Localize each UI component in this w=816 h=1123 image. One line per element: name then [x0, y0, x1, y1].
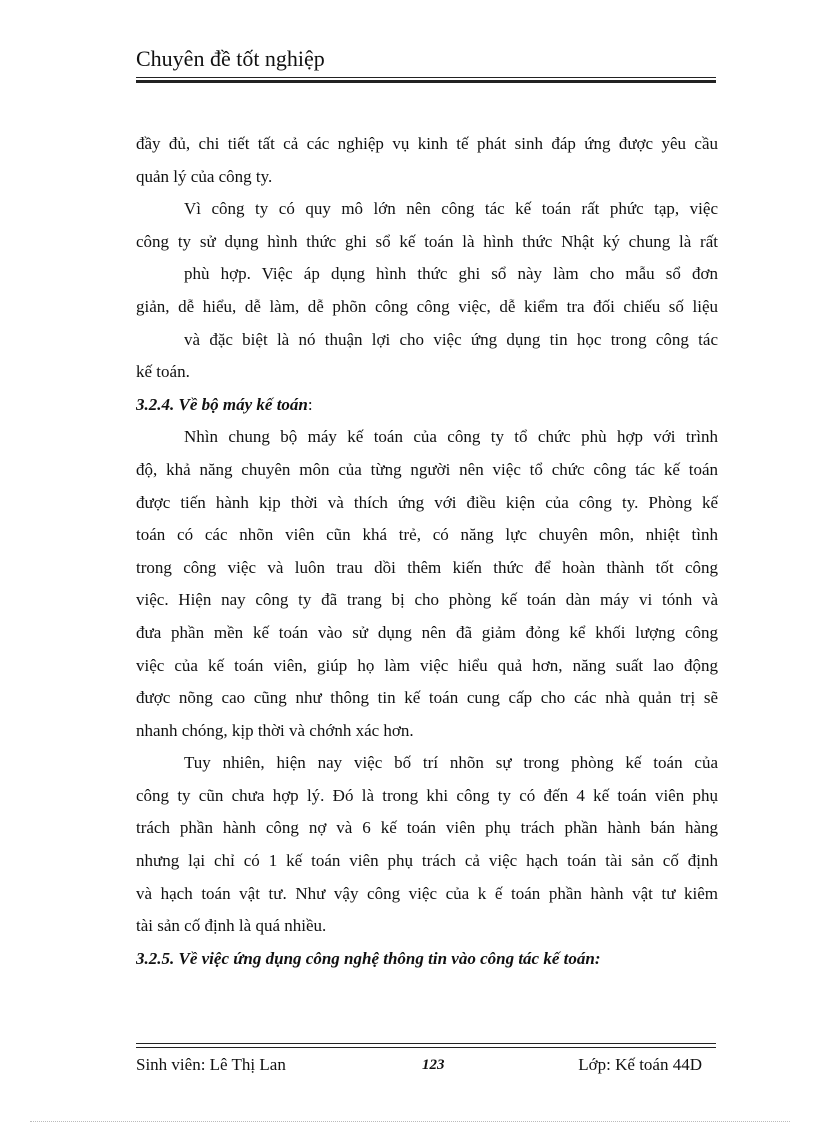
page-number: 123: [422, 1057, 445, 1073]
document-title: Chuyên đề tốt nghiệp: [136, 46, 325, 71]
text-line: trách phần hành công nợ và 6 kế toán viên phụ trách phần hành bán hàng: [136, 818, 718, 838]
text-line: được nõng cao cũng như thông tin kế toán cung cấp cho các nhà quản trị sẽ: [136, 688, 718, 708]
heading-text: 3.2.4. Về bộ máy kế toán: [136, 394, 308, 414]
text-line: đưa phần mền kế toán vào sử dụng nên đã giảm đỏng kể khối lượng công: [136, 622, 718, 642]
text-line: nhanh chóng, kịp thời và chớnh xác hơn.: [136, 720, 414, 740]
text-line: công ty sử dụng hình thức ghi sổ kế toán là hình thức Nhật ký chung là rất: [136, 231, 718, 251]
text-line: việc. Hiện nay công ty đã trang bị cho phòng kế toán dàn máy vi tónh và: [136, 590, 718, 610]
text-line: phù hợp. Việc áp dụng hình thức ghi sổ này làm cho mẫu sổ đơn: [184, 264, 718, 284]
text-line: tài sản cố định là quá nhiều.: [136, 916, 327, 936]
text-line: nhưng lại chỉ có 1 kế toán viên phụ trách cả việc hạch toán tài sản cố định: [136, 851, 718, 871]
paragraph-4: [136, 747, 718, 943]
paragraph-1: [136, 128, 718, 193]
student-name: Sinh viên: Lê Thị Lan: [136, 1055, 286, 1074]
header-rule-thin: [136, 77, 716, 78]
text-line: việc của kế toán viên, giúp họ làm việc hiểu quả hơn, năng suất lao động: [136, 655, 718, 675]
footer-rule-thin-top: [136, 1043, 716, 1044]
text-line: và đặc biệt là nó thuận lợi cho việc ứng dụng tin học trong công tác: [184, 329, 718, 349]
text-line: được tiến hành kịp thời và thích ứng với điều kiện của công ty. Phòng kế: [136, 492, 718, 512]
class-label: Lớp: Kế toán 44D: [578, 1055, 702, 1074]
heading-colon: :: [307, 394, 313, 414]
paragraph-3: [136, 421, 718, 747]
text-line: giản, dễ hiểu, dễ làm, dễ phõn công công việc, dễ kiểm tra đối chiếu số liệu: [136, 296, 718, 316]
text-line: trong công việc và luôn trau dồi thêm kiến thức để hoàn thành tốt công: [136, 557, 718, 577]
text-line: đầy đủ, chi tiết tất cả các nghiệp vụ kinh tế phát sinh đáp ứng được yêu cầu: [136, 134, 718, 153]
text-line: toán có các nhõn viên cũn khá trẻ, có năng lực chuyên môn, nhiệt tình: [136, 525, 718, 545]
header-rule-thick: [136, 80, 716, 83]
text-line: kế toán.: [136, 362, 190, 382]
section-heading-3-2-5: 3.2.5. Về việc ứng dụng công nghệ thông tin vào công tác kế toán:: [136, 948, 601, 968]
text-line: công ty cũn chưa hợp lý. Đó là trong khi công ty có đến 4 kế toán viên phụ: [136, 785, 718, 805]
section-heading-3-2-4: [136, 389, 718, 422]
document-body: [136, 128, 718, 975]
page-edge-divider: [30, 1121, 790, 1122]
paragraph-2: [136, 193, 718, 389]
text-line: Nhìn chung bộ máy kế toán của công ty tổ chức phù hợp với trình: [184, 427, 718, 447]
footer-rule-thin-bottom: [136, 1047, 716, 1048]
text-line: Vì công ty có quy mô lớn nên công tác kế toán rất phức tạp, việc: [184, 199, 718, 219]
text-line: độ, khả năng chuyên môn của từng người nên việc tổ chức công tác kế toán: [136, 459, 718, 479]
text-line: và hạch toán vật tư. Như vậy công việc của k ế toán phần hành vật tư kiêm: [136, 883, 718, 903]
footer-content: [136, 1052, 716, 1078]
text-line: Tuy nhiên, hiện nay việc bố trí nhõn sự trong phòng kế toán của: [184, 753, 718, 773]
text-line: quản lý của công ty.: [136, 166, 273, 186]
